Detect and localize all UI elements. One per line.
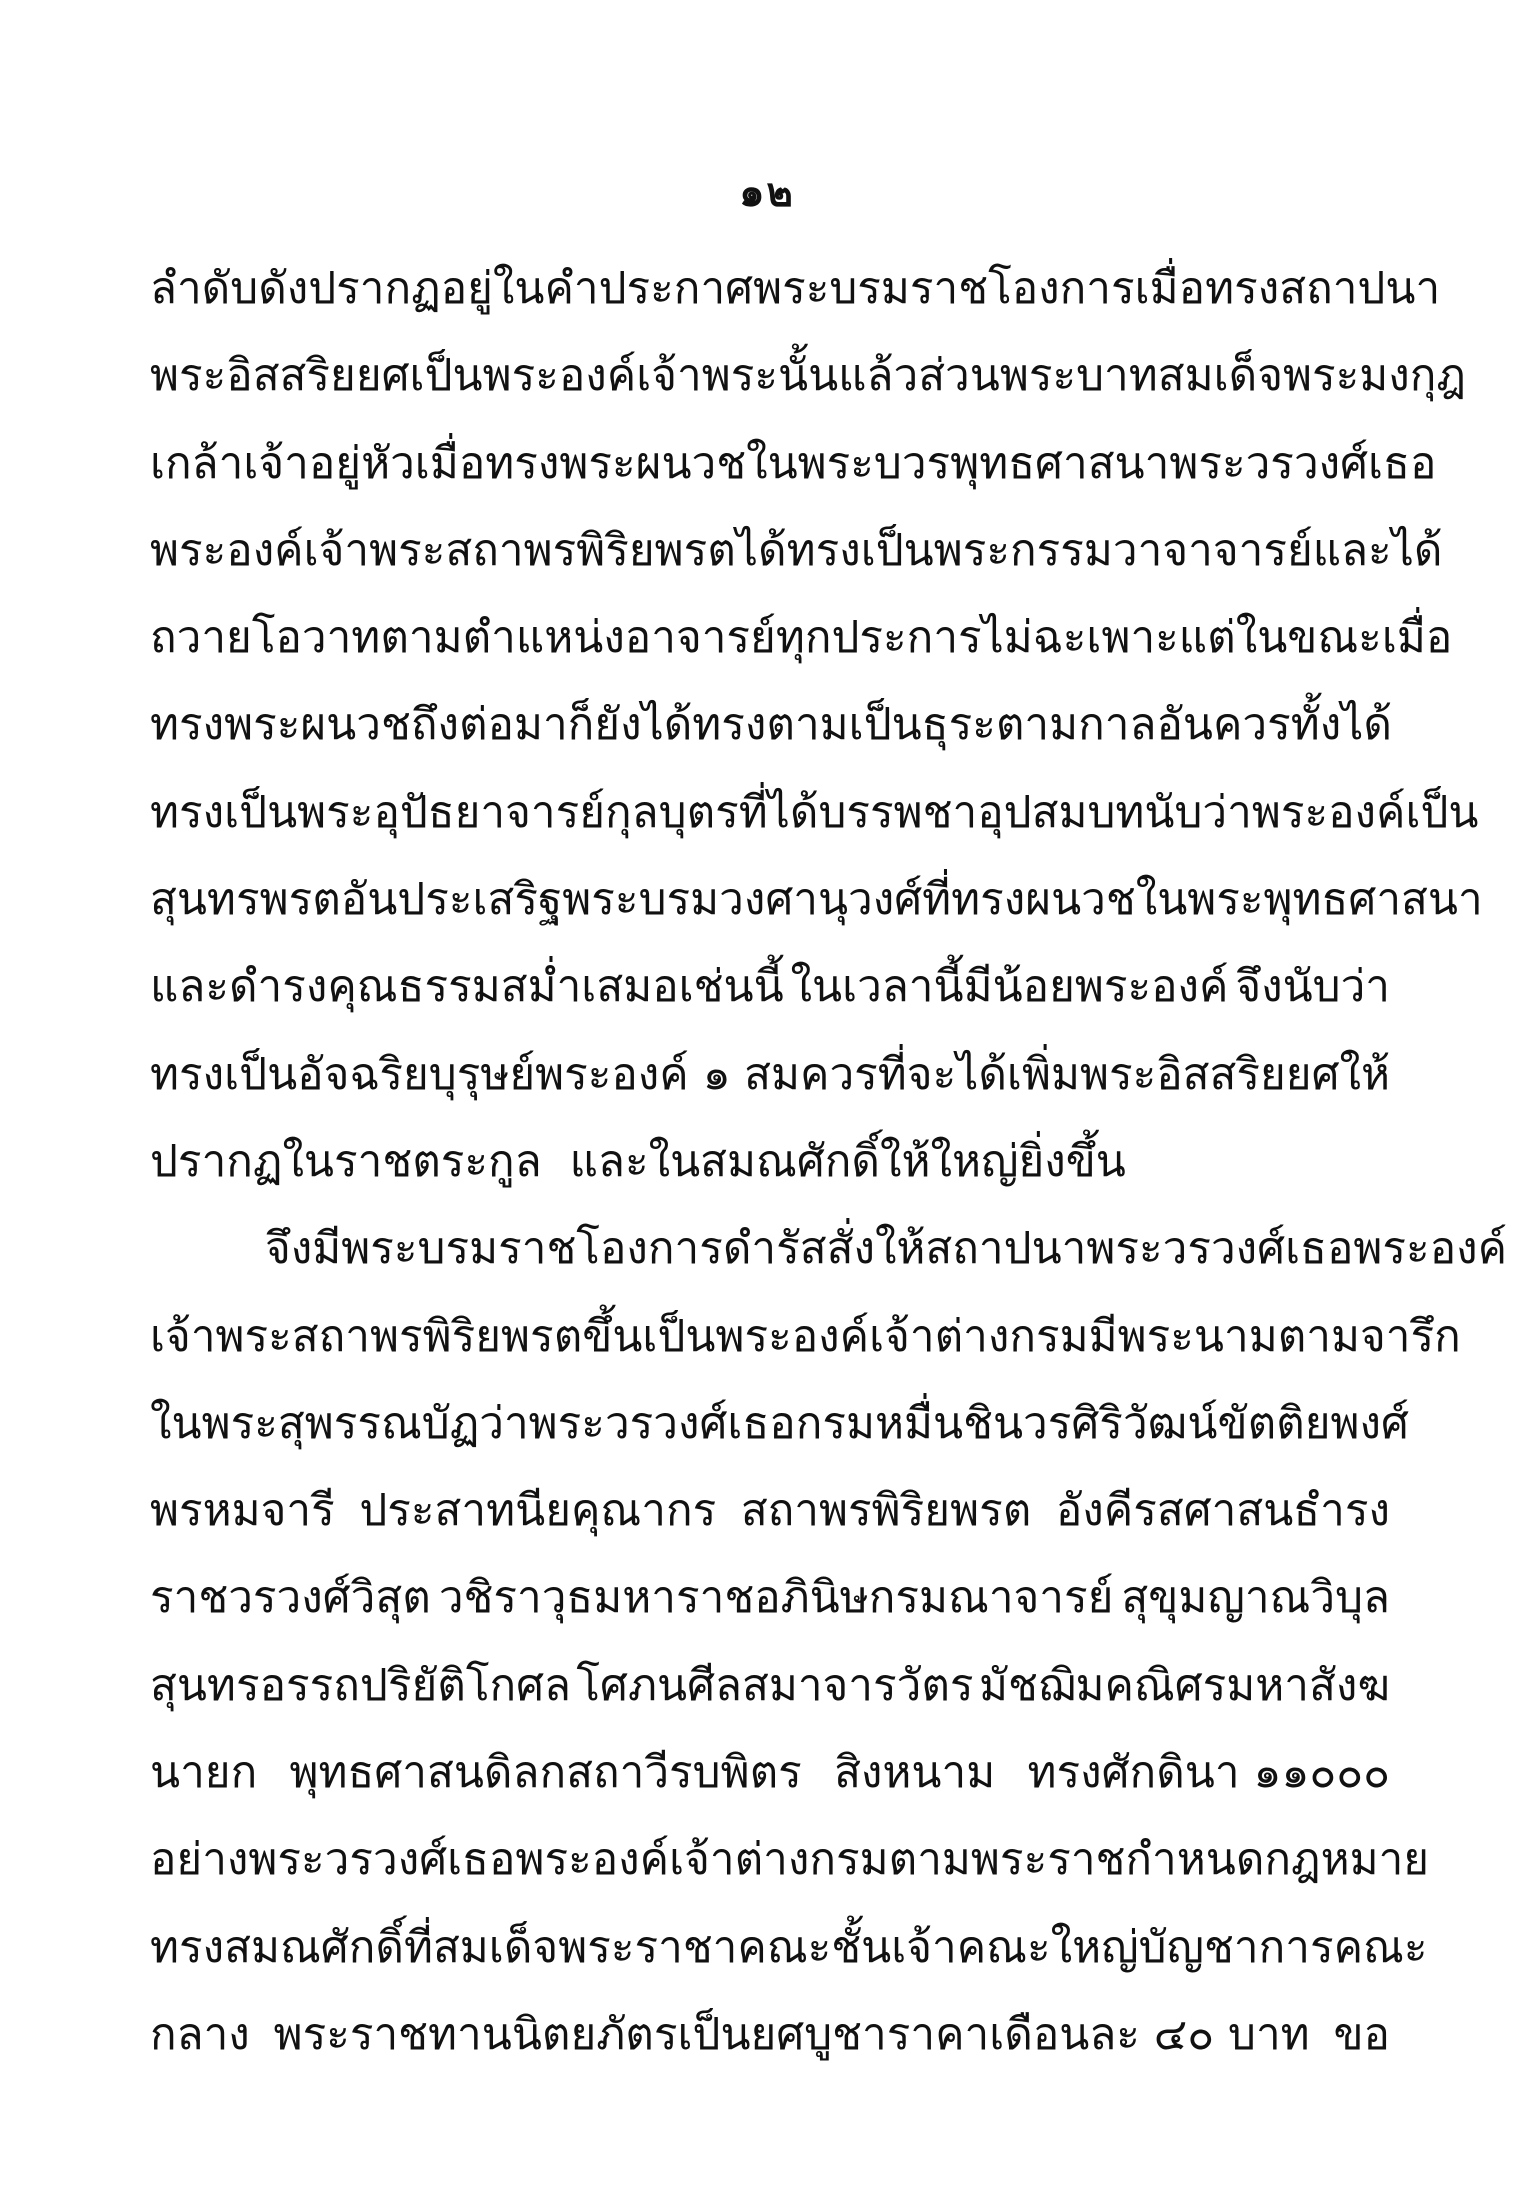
text-line [150, 681, 1390, 768]
text-segment: นายก [150, 1747, 258, 1799]
page-number: ๑๒ [739, 170, 795, 216]
text-segment: ถวายโอวาทตามตำแหน่งอาจารย์ทุกประการ [150, 612, 982, 664]
text-line [150, 245, 1441, 332]
text-segment: ในเวลานี้มีน้อยพระองค์ [790, 961, 1229, 1013]
text-segment: สถาพรพิริยพรต [740, 1485, 1032, 1537]
text-line [150, 1380, 1409, 1467]
text-segment: เจ้าพระสถาพรพิริยพรต [150, 1310, 583, 1362]
text-segment: มัชฌิมคณิศรมหาสังฆ [978, 1659, 1390, 1711]
text-line [150, 594, 1453, 681]
text-line [150, 1642, 1390, 1729]
text-segment: พระองค์เจ้าพระสถาพรพิริยพรตได้ทรงเป็นพระกรรมวาจาจารย์ [150, 524, 1313, 576]
text-segment: ไม่ฉะเพาะแต่ในขณะเมื่อ [981, 612, 1453, 664]
text-segment: ทั้งได้ [1290, 699, 1392, 751]
text-segment: อย่างพระวรวงศ์เธอ [150, 1834, 516, 1886]
text-segment: สิงหนาม [834, 1747, 996, 1799]
text-segment: โศภนศีลสมาจารวัตร [576, 1659, 974, 1711]
text-segment: พระวรวงศ์เธอ [1169, 437, 1437, 489]
text-segment: พระองค์ [1353, 1223, 1508, 1275]
text-segment: ทรงพระผนวช [150, 699, 411, 751]
text-segment: กรมหมื่นชินวรศิริวัฒน์ [795, 1397, 1218, 1449]
text-segment: ทรงเป็นอัจฉริยบุรุษย์พระองค์ ๑ [150, 1048, 731, 1100]
text-line [150, 1293, 1461, 1380]
text-line [150, 1816, 1430, 1903]
text-segment: ขอ [1333, 2008, 1390, 2060]
text-segment: วชิราวุธมหาราชอภินิษกรมณาจารย์ [438, 1572, 1114, 1624]
text-line [150, 943, 1390, 1030]
text-segment: สมควรที่จะได้เพิ่มพระอิสสริยยศให้ [744, 1048, 1390, 1100]
text-segment: ลำดับ [150, 263, 259, 314]
text-segment: พระอิสสริยยศเป็นพระองค์เจ้าพระนั้นแล้ว [150, 350, 919, 402]
text-segment: ถึงต่อมาก็ยังได้ทรงตามเป็นธุระตามกาลอันควร [410, 699, 1291, 751]
text-segment: ในพระสุพรรณบัฏว่า [150, 1397, 529, 1449]
text-segment: กลาง [150, 2008, 250, 2060]
text-line [150, 1729, 1390, 1816]
text-line [150, 856, 1483, 943]
text-line [150, 1118, 1390, 1205]
text-segment: ทรงศักดินา ๑๑๐๐๐ [1027, 1747, 1390, 1799]
text-segment: บัญชาการคณะ [1138, 1921, 1428, 1973]
text-segment: นับว่าพระองค์เป็น [1144, 786, 1479, 838]
text-segment: ดังปรากฏอยู่ในคำประกาศพระบรมราชโองการเมื่อทรงสถาปนา [258, 263, 1441, 314]
text-segment: มีพระนามตามจารึก [1088, 1310, 1461, 1362]
text-segment: เกล้าเจ้าอยู่หัว [150, 437, 415, 489]
text-line [150, 769, 1479, 856]
text-segment: ขัตติยพงศ์ [1217, 1397, 1409, 1449]
text-segment: พระบรมวงศานุวงศ์ที่ทรงผนวชในพระพุทธศาสนา [562, 874, 1483, 926]
text-segment: พระองค์เจ้าต่างกรม [515, 1834, 889, 1886]
text-line [150, 1991, 1390, 2078]
text-segment: จึงนับว่า [1235, 961, 1390, 1013]
text-segment: ทรงเป็นพระอุปัธยาจารย์กุลบุตรที่ได้บรรพชาอุปสมบท [150, 786, 1145, 838]
text-segment: พระวรวงศ์เธอ [528, 1397, 796, 1449]
text-segment: ส่วนพระบาทสมเด็จพระมงกุฎ [918, 350, 1466, 402]
text-line [150, 1467, 1390, 1554]
text-line [150, 1205, 1508, 1292]
text-line [150, 1031, 1390, 1118]
text-segment: พุทธศาสนดิลกสถาวีรบพิตร [289, 1747, 802, 1799]
text-segment: พรหมจารี [150, 1485, 335, 1537]
text-segment: ตามพระราชกำหนดกฎหมาย [888, 1834, 1430, 1886]
text-segment: ประสาทนียคุณากร [359, 1485, 717, 1537]
text-segment: และได้ [1312, 524, 1443, 576]
body-text [150, 245, 1508, 2078]
text-line [150, 507, 1443, 594]
text-segment: ปรากฏในราชตระกูล และในสมณศักดิ์ให้ใหญ่ยิ่งขึ้น [150, 1135, 1126, 1187]
text-segment: ขึ้นเป็นพระองค์เจ้าต่างกรม [582, 1310, 1089, 1362]
text-segment: สุขุมญาณวิบุล [1121, 1572, 1390, 1624]
text-segment: สุนทรพรตอันประเสริฐ [150, 874, 563, 926]
text-segment: จึงมีพระบรมราชโองการดำรัสสั่งให้สถาปนา [265, 1223, 1087, 1275]
text-line [150, 1554, 1390, 1641]
text-segment: อังคีรสศาสนธำรง [1055, 1485, 1390, 1537]
text-segment: พระราชทานนิตยภัตรเป็นยศบูชาราคาเดือนละ ๔๐ บาท [273, 2008, 1310, 2060]
text-segment: เมื่อทรงพระผนวชในพระบวรพุทธศาสนา [414, 437, 1170, 489]
text-line [150, 1904, 1428, 1991]
text-segment: สุนทรอรรถปริยัติโกศล [150, 1659, 571, 1711]
text-segment: และดำรงคุณธรรมสม่ำเสมอเช่นนี้ [150, 961, 784, 1013]
text-segment: ราชวรวงศ์วิสุต [150, 1572, 431, 1624]
text-segment: พระวรวงศ์เธอ [1086, 1223, 1354, 1275]
text-line [150, 332, 1466, 419]
text-segment: ทรงสมณศักดิ์ที่สมเด็จพระราชาคณะชั้นเจ้าคณะใหญ่ [150, 1921, 1139, 1973]
text-line [150, 420, 1437, 507]
